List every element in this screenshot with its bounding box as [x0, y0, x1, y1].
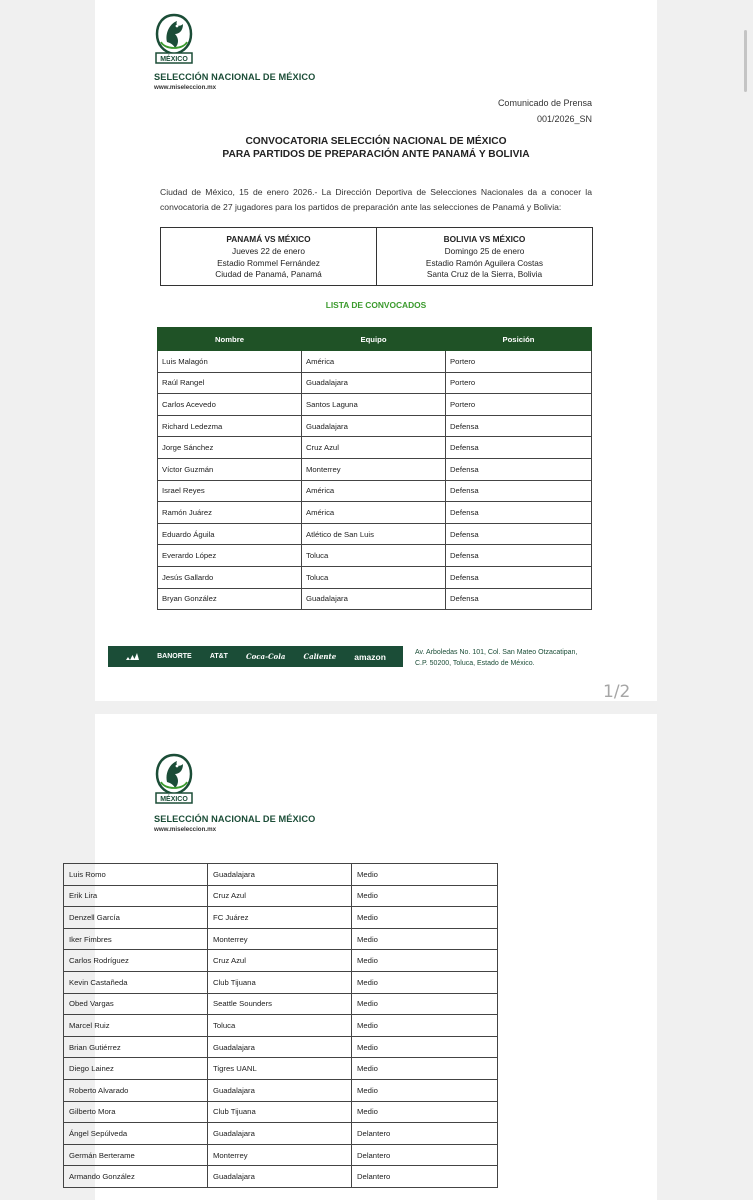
table-row: [64, 1058, 498, 1080]
cell-position: Medio: [352, 1058, 498, 1080]
cell-position: Medio: [352, 885, 498, 907]
cell-position: Medio: [352, 971, 498, 993]
table-row: [64, 1166, 498, 1188]
cell-name: Jesús Gallardo: [158, 566, 302, 588]
fmf-crest-icon: [153, 12, 195, 68]
cell-position: Medio: [352, 1036, 498, 1058]
table-row: [64, 1101, 498, 1123]
cell-name: Carlos Rodríguez: [64, 950, 208, 972]
cell-team: Guadalajara: [208, 1166, 352, 1188]
match-stadium: Estadio Rommel Fernández: [217, 257, 320, 268]
table-row: [158, 372, 592, 394]
table-row: [158, 458, 592, 480]
table-row: [64, 971, 498, 993]
cell-name: Richard Ledezma: [158, 415, 302, 437]
cell-position: Portero: [446, 351, 592, 373]
federation-url[interactable]: www.miseleccion.mx: [154, 84, 217, 91]
page-indicator: 1/2: [603, 682, 631, 702]
cell-team: Club Tijuana: [208, 1101, 352, 1123]
document-title: [95, 135, 657, 161]
cell-team: Toluca: [208, 1015, 352, 1037]
title-line-2: PARA PARTIDOS DE PREPARACIÓN ANTE PANAMÁ Y BOLIVIA: [222, 149, 530, 160]
cell-name: Kevin Castañeda: [64, 971, 208, 993]
cell-name: Gilberto Mora: [64, 1101, 208, 1123]
cell-team: América: [302, 351, 446, 373]
list-title: LISTA DE CONVOCADOS: [325, 300, 427, 310]
cell-team: Monterrey: [302, 458, 446, 480]
cell-name: Armando González: [64, 1166, 208, 1188]
cell-team: Santos Laguna: [302, 394, 446, 416]
title-line-1: CONVOCATORIA SELECCIÓN NACIONAL DE MÉXICO: [245, 136, 507, 147]
sponsor-amazon: amazon: [354, 651, 386, 662]
table-row: [64, 950, 498, 972]
table-row: [158, 394, 592, 416]
sponsor-caliente: Caliente: [303, 652, 337, 661]
cell-team: Guadalajara: [208, 1079, 352, 1101]
cell-name: Jorge Sánchez: [158, 437, 302, 459]
federation-url[interactable]: www.miseleccion.mx: [154, 826, 217, 833]
match-bolivia: [376, 228, 592, 285]
cell-team: Monterrey: [208, 928, 352, 950]
cell-team: Toluca: [302, 545, 446, 567]
match-city: Santa Cruz de la Sierra, Bolivia: [426, 269, 543, 280]
sponsor-att: AT&T: [209, 653, 228, 660]
cell-position: Medio: [352, 907, 498, 929]
table-header-row: [158, 328, 592, 351]
svg-text:MÉXICO: MÉXICO: [160, 56, 188, 63]
cell-position: Medio: [352, 1101, 498, 1123]
cell-team: Seattle Sounders: [208, 993, 352, 1015]
cell-name: Marcel Ruiz: [64, 1015, 208, 1037]
cell-position: Portero: [446, 372, 592, 394]
cell-name: Obed Vargas: [64, 993, 208, 1015]
cell-position: Defensa: [446, 523, 592, 545]
cell-position: Delantero: [352, 1123, 498, 1145]
cell-team: Guadalajara: [302, 588, 446, 610]
cell-position: Medio: [352, 928, 498, 950]
cell-name: Ramón Juárez: [158, 502, 302, 524]
cell-team: Cruz Azul: [302, 437, 446, 459]
cell-position: Defensa: [446, 566, 592, 588]
cell-position: Medio: [352, 1079, 498, 1101]
cell-position: Defensa: [446, 415, 592, 437]
col-header-name: Nombre: [158, 328, 302, 351]
sponsor-banorte: BANORTE: [157, 653, 192, 660]
cell-position: Defensa: [446, 437, 592, 459]
footer-address: [415, 648, 615, 669]
fmf-crest-icon: [153, 752, 195, 808]
scrollbar-thumb[interactable]: [744, 30, 747, 92]
cell-position: Portero: [446, 394, 592, 416]
svg-text:MÉXICO: MÉXICO: [160, 796, 188, 803]
cell-team: Cruz Azul: [208, 950, 352, 972]
document-page-1: [95, 0, 657, 701]
scrollbar[interactable]: [741, 0, 753, 1200]
press-release-label: Comunicado de Prensa: [497, 98, 592, 108]
cell-team: Guadalajara: [208, 1123, 352, 1145]
table-row: [64, 907, 498, 929]
table-row: [64, 864, 498, 886]
cell-position: Delantero: [352, 1144, 498, 1166]
cell-name: Brian Gutiérrez: [64, 1036, 208, 1058]
cell-team: Atlético de San Luis: [302, 523, 446, 545]
match-title: PANAMÁ VS MÉXICO: [226, 234, 311, 244]
cell-team: Guadalajara: [302, 415, 446, 437]
cell-position: Medio: [352, 950, 498, 972]
cell-team: América: [302, 502, 446, 524]
cell-name: Ángel Sepúlveda: [64, 1123, 208, 1145]
cell-position: Medio: [352, 1015, 498, 1037]
col-header-position: Posición: [446, 328, 592, 351]
table-row: [64, 1015, 498, 1037]
match-title: BOLIVIA VS MÉXICO: [443, 234, 526, 244]
sponsor-bar: [108, 646, 403, 667]
table-row: [64, 1036, 498, 1058]
table-row: [64, 993, 498, 1015]
cell-name: Eduardo Águila: [158, 523, 302, 545]
match-date: Jueves 22 de enero: [232, 245, 305, 256]
cell-name: Germán Berterame: [64, 1144, 208, 1166]
cell-team: Tigres UANL: [208, 1058, 352, 1080]
cell-team: Guadalajara: [208, 1036, 352, 1058]
table-row: [64, 1123, 498, 1145]
table-row: [158, 545, 592, 567]
cell-name: Víctor Guzmán: [158, 458, 302, 480]
table-row: [158, 523, 592, 545]
table-row: [158, 415, 592, 437]
table-row: [158, 502, 592, 524]
cell-team: Guadalajara: [302, 372, 446, 394]
cell-position: Defensa: [446, 458, 592, 480]
table-row: [158, 437, 592, 459]
cell-name: Luis Malagón: [158, 351, 302, 373]
match-stadium: Estadio Ramón Aguilera Costas: [425, 257, 544, 268]
cell-position: Medio: [352, 864, 498, 886]
table-row: [64, 885, 498, 907]
sponsor-coca-cola: Coca-Cola: [246, 652, 286, 661]
cell-team: FC Juárez: [208, 907, 352, 929]
cell-name: Bryan González: [158, 588, 302, 610]
cell-position: Defensa: [446, 545, 592, 567]
cell-team: Guadalajara: [208, 864, 352, 886]
cell-position: Medio: [352, 993, 498, 1015]
matches-box: [160, 227, 593, 286]
cell-name: Diego Lainez: [64, 1058, 208, 1080]
press-release-header: [498, 95, 592, 127]
address-line-2: C.P. 50200, Toluca, Estado de México.: [415, 659, 535, 667]
cell-name: Denzell García: [64, 907, 208, 929]
cell-team: América: [302, 480, 446, 502]
table-row: [158, 566, 592, 588]
cell-name: Carlos Acevedo: [158, 394, 302, 416]
cell-name: Luis Romo: [64, 864, 208, 886]
cell-position: Delantero: [352, 1166, 498, 1188]
cell-team: Club Tijuana: [208, 971, 352, 993]
cell-team: Cruz Azul: [208, 885, 352, 907]
press-release-number: 001/2026_SN: [536, 114, 592, 124]
adidas-icon: [125, 651, 139, 662]
federation-name: SELECCIÓN NACIONAL DE MÉXICO: [154, 72, 316, 82]
match-date: Domingo 25 de enero: [444, 245, 525, 256]
address-line-1: Av. Arboledas No. 101, Col. San Mateo Otzacatipan,: [415, 649, 578, 656]
cell-position: Defensa: [446, 480, 592, 502]
roster-table-page-1: [157, 327, 592, 610]
match-city: Ciudad de Panamá, Panamá: [215, 269, 322, 280]
roster-table-page-2: [63, 863, 498, 1188]
cell-name: Raúl Rangel: [158, 372, 302, 394]
cell-name: Israel Reyes: [158, 480, 302, 502]
cell-position: Defensa: [446, 502, 592, 524]
match-panama: [161, 228, 376, 285]
cell-name: Everardo López: [158, 545, 302, 567]
table-row: [64, 1079, 498, 1101]
cell-name: Iker Fimbres: [64, 928, 208, 950]
table-row: [158, 480, 592, 502]
col-header-team: Equipo: [302, 328, 446, 351]
cell-name: Erik Lira: [64, 885, 208, 907]
table-row: [158, 588, 592, 610]
cell-name: Roberto Alvarado: [64, 1079, 208, 1101]
table-row: [64, 1144, 498, 1166]
cell-team: Toluca: [302, 566, 446, 588]
intro-paragraph: Ciudad de México, 15 de enero 2026.- La Dirección Deportiva de Selecciones Nacionales da a conocer la convocatoria de 27 jugadores para los partidos de preparación ante las selecciones de Panamá y Bolivia:: [160, 187, 592, 212]
cell-position: Defensa: [446, 588, 592, 610]
table-row: [158, 351, 592, 373]
federation-name: SELECCIÓN NACIONAL DE MÉXICO: [154, 814, 316, 824]
cell-team: Monterrey: [208, 1144, 352, 1166]
table-row: [64, 928, 498, 950]
